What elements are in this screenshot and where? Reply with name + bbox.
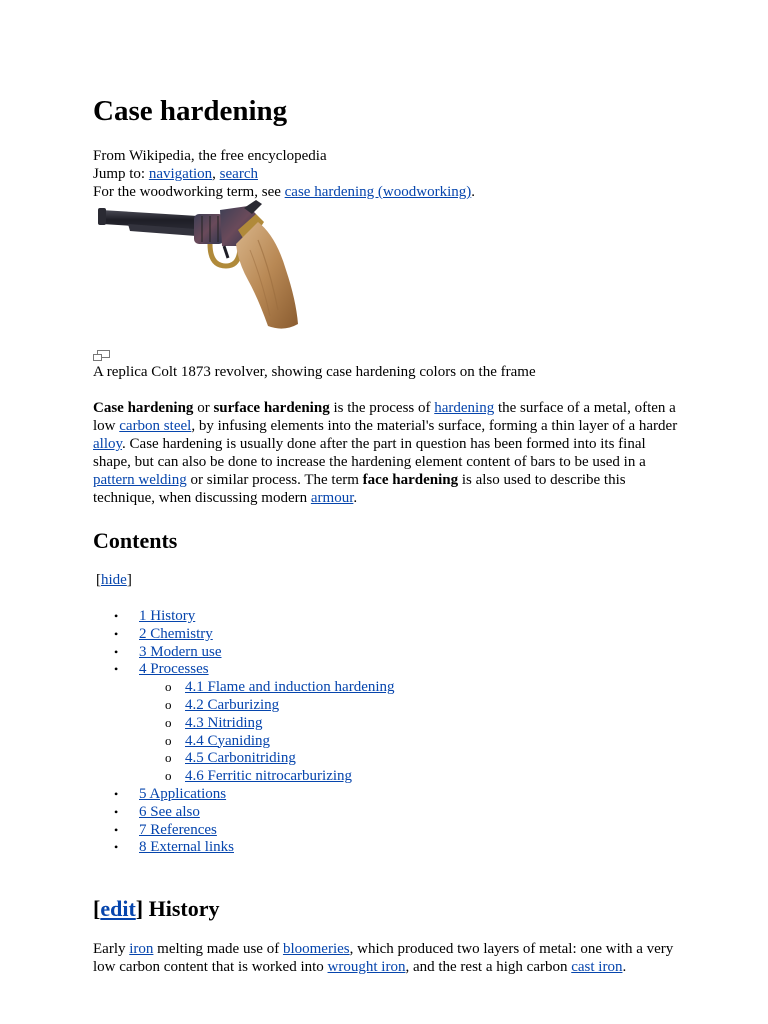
toc-link[interactable]: 4.6 Ferritic nitrocarburizing	[185, 768, 353, 785]
enlarge-icon[interactable]	[93, 350, 111, 362]
circle-bullet-icon: o	[165, 714, 172, 730]
link-iron[interactable]: iron	[129, 941, 154, 957]
edit-section-link[interactable]: edit	[100, 896, 136, 921]
bold-term: surface hardening	[213, 400, 330, 416]
jump-separator: ,	[212, 166, 220, 182]
toc-item	[165, 732, 270, 750]
image-caption: A replica Colt 1873 revolver, showing case hardening colors on the frame	[93, 364, 536, 380]
text-run: , by infusing elements into the material's surface, forming a thin layer of a harder	[191, 418, 678, 434]
bullet-icon: •	[114, 822, 119, 837]
link-armour[interactable]: armour	[310, 490, 354, 506]
toc-link[interactable]: 2 Chemistry	[139, 625, 213, 642]
bullet-icon: •	[114, 804, 119, 819]
bold-term: face hardening	[362, 472, 459, 488]
toc-link[interactable]: 8 External links	[139, 839, 234, 856]
text-run: or similar process. The term	[186, 472, 363, 488]
text-run: is the process of	[329, 400, 435, 416]
bracket: ]	[126, 572, 132, 588]
toc-item	[165, 696, 280, 714]
text-run: melting made use of	[153, 941, 283, 957]
bracket: ]	[135, 896, 144, 921]
page-title: Case hardening	[93, 95, 288, 127]
toc-link[interactable]: 6 See also	[139, 803, 200, 820]
bullet-icon: •	[114, 840, 119, 855]
toc-item	[114, 821, 217, 839]
toc-link[interactable]: 4 Processes	[139, 661, 209, 678]
circle-bullet-icon: o	[165, 679, 172, 695]
circle-bullet-icon: o	[165, 732, 172, 748]
bullet-icon: •	[114, 626, 119, 641]
toc-item	[114, 838, 234, 856]
jump-navigation-link[interactable]: navigation	[148, 166, 213, 182]
bracket: [	[93, 896, 101, 921]
text-run: Early	[93, 941, 130, 957]
history-heading	[93, 895, 220, 923]
toc-item	[165, 767, 353, 785]
link-wrought-iron[interactable]: wrought iron	[327, 959, 406, 975]
bullet-icon: •	[114, 787, 119, 801]
bullet-icon: •	[114, 644, 119, 659]
text-run: .	[622, 959, 627, 975]
toc-item	[165, 678, 395, 696]
toc-link[interactable]: 4.5 Carbonitriding	[185, 750, 296, 767]
toc-item	[114, 803, 200, 821]
toc-link[interactable]: 7 References	[139, 821, 217, 838]
toc-item	[114, 643, 222, 661]
toc-item	[114, 785, 227, 803]
toc-link[interactable]: 5 Applications	[139, 786, 227, 802]
contents-heading: Contents	[93, 528, 178, 553]
toc-link[interactable]: 4.4 Cyaniding	[185, 732, 270, 749]
hatnote-link[interactable]: case hardening (woodworking)	[284, 184, 472, 200]
text-run: , and the rest a high carbon	[405, 959, 572, 975]
toc-item	[165, 714, 263, 732]
text-run: the surface of a metal, often a low	[93, 400, 676, 434]
intro-paragraph	[93, 399, 683, 507]
toc-link[interactable]: 4.2 Carburizing	[185, 697, 280, 713]
history-paragraph	[93, 940, 693, 976]
link-pattern-welding[interactable]: pattern welding	[93, 472, 187, 488]
text-run: or	[193, 400, 214, 416]
toc-item	[114, 607, 196, 625]
circle-bullet-icon: o	[165, 750, 172, 766]
jump-prefix: Jump to:	[93, 166, 149, 182]
hatnote-suffix: .	[471, 184, 475, 200]
toc-item	[114, 625, 213, 643]
bullet-icon: •	[114, 662, 119, 677]
bullet-icon: •	[114, 609, 119, 623]
hatnote-prefix: For the woodworking term, see	[93, 184, 285, 200]
toc-link[interactable]: 1 History	[139, 608, 196, 624]
hatnote	[93, 183, 475, 201]
circle-bullet-icon: o	[165, 697, 172, 712]
toc-link[interactable]: 4.3 Nitriding	[185, 714, 263, 731]
text-run: .	[353, 490, 358, 506]
text-run: , which produced two layers of metal: one with a very low carbon content that is worked into	[93, 941, 674, 975]
toc-link[interactable]: 4.1 Flame and induction hardening	[185, 679, 395, 696]
text-run: . Case hardening is usually done after the part in question has been formed into its final shape, but can also be done to increase the hardening element content of bars to be used in a	[93, 436, 646, 470]
jump-search-link[interactable]: search	[219, 166, 258, 182]
jump-links	[93, 165, 258, 183]
bracket: [	[96, 572, 101, 588]
toc-hide-link[interactable]: hide	[101, 572, 127, 588]
toc-link[interactable]: 3 Modern use	[139, 643, 222, 660]
toc-item	[165, 749, 296, 767]
toc-item	[114, 660, 209, 678]
toc-toggle	[96, 571, 132, 589]
bold-term: Case hardening	[93, 400, 194, 416]
link-cast-iron[interactable]: cast iron	[571, 959, 623, 975]
link-carbon-steel[interactable]: carbon steel	[119, 418, 192, 434]
history-heading-text: History	[143, 896, 220, 921]
circle-bullet-icon: o	[165, 768, 172, 784]
tagline: From Wikipedia, the free encyclopedia	[93, 148, 327, 164]
text-run: is also used to describe this technique, when discussing modern	[93, 472, 626, 506]
link-alloy[interactable]: alloy	[93, 436, 123, 452]
revolver-image[interactable]	[98, 200, 306, 332]
link-bloomeries[interactable]: bloomeries	[282, 941, 350, 957]
link-hardening[interactable]: hardening	[434, 400, 495, 416]
